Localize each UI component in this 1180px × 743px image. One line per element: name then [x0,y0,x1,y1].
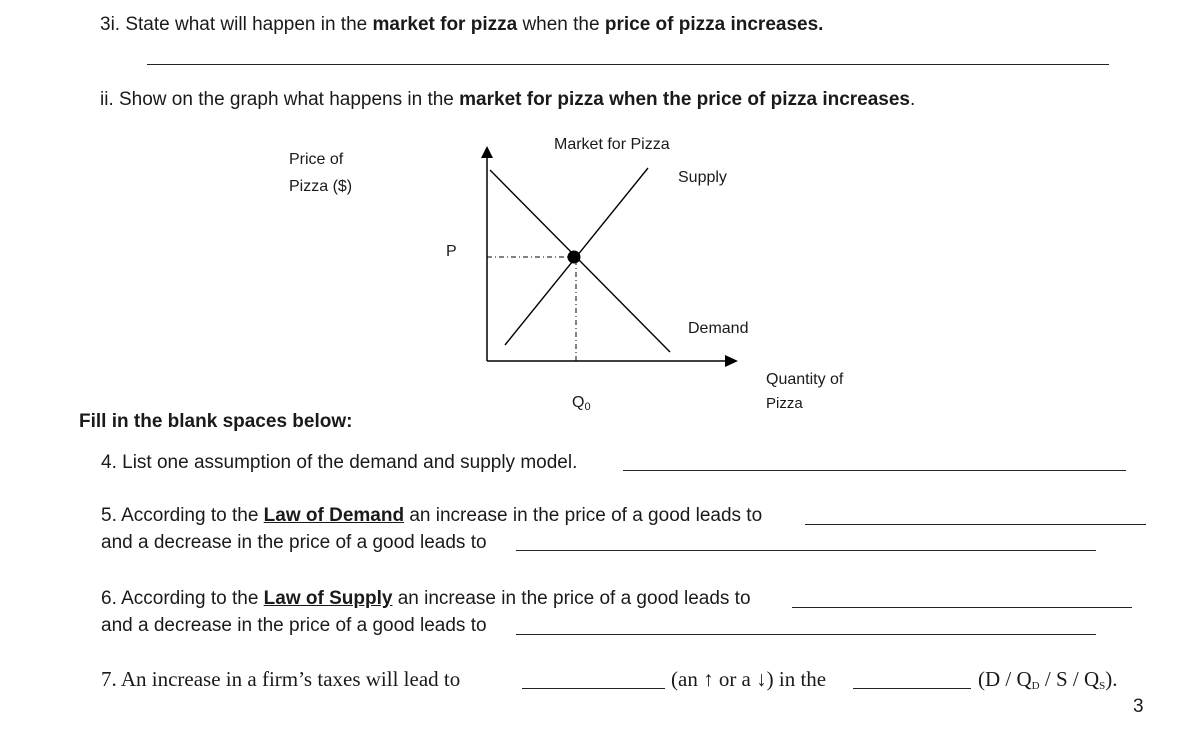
x-axis-label-line2: Pizza [766,395,803,412]
answer-blank-4[interactable] [623,470,1126,471]
supply-label: Supply [678,169,727,186]
question-7-middle: (an ↑ or a ↓) in the [671,667,827,691]
x-axis-arrow [725,355,738,367]
answer-blank-7a[interactable] [522,688,665,689]
question-6-line2: and a decrease in the price of a good leads to [101,615,487,636]
y-axis-label-line1: Price of [289,151,344,168]
answer-blank-5b[interactable] [516,550,1096,551]
page-number: 3 [1133,696,1144,717]
answer-blank-7b[interactable] [853,688,971,689]
graph-title: Market for Pizza [554,136,670,153]
question-4: 4. List one assumption of the demand and supply model. [101,452,578,473]
equilibrium-point [568,251,581,264]
answer-blank-6b[interactable] [516,634,1096,635]
demand-label: Demand [688,320,749,337]
question-7-prefix: 7. An increase in a firm’s taxes will lead to [101,667,461,691]
question-7-options: ($D / Q_D$ / S / $Q_S$). [978,667,1118,692]
y-axis-label-line2: Pizza ($) [289,178,353,195]
x-axis-label-line1: Quantity of [766,371,844,388]
question-5-line1: 5. According to the Law of Demand an increase in the price of a good leads to [101,505,763,526]
answer-blank-6a[interactable] [792,607,1132,608]
price-label: P [446,243,457,260]
question-3ii: ii. Show on the graph what happens in the market for pizza when the price of pizza increases. [100,89,916,110]
answer-blank-5a[interactable] [805,524,1146,525]
demand-curve [490,170,670,352]
fill-in-heading: Fill in the blank spaces below: [79,411,353,432]
question-3i: 3i. State what will happen in the market for pizza when the price of pizza increases. [100,14,824,35]
quantity-label: $Q_0$ [572,394,591,413]
question-6-line1: 6. According to the Law of Supply an increase in the price of a good leads to [101,588,751,609]
y-axis-arrow [481,146,493,158]
question-5-line2: and a decrease in the price of a good leads to [101,532,487,553]
